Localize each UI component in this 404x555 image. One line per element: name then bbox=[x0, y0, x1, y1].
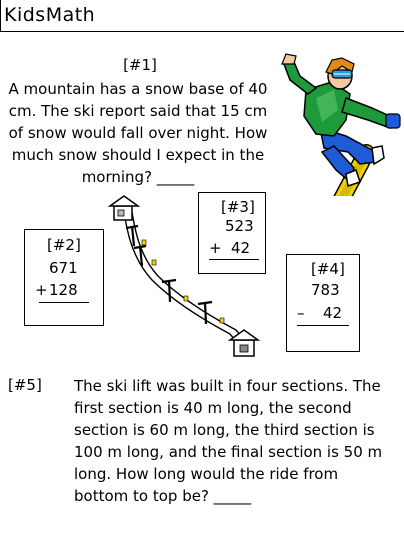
problem-1-text bbox=[0, 78, 276, 188]
problem-2-answer-line bbox=[39, 302, 89, 303]
problem-5-text bbox=[74, 375, 392, 507]
problem-2-label: [#2] bbox=[47, 236, 81, 254]
problem-3-box bbox=[198, 192, 266, 274]
problem-2-top: 671 bbox=[49, 259, 78, 277]
problem-5-line: The ski lift was built in four sections. The bbox=[74, 377, 381, 395]
problem-1-line: much snow should I expect in the bbox=[11, 146, 265, 164]
problem-1-label: [#1] bbox=[123, 56, 157, 74]
problem-1-line: morning? _____ bbox=[81, 168, 195, 186]
problem-4-top: 783 bbox=[311, 281, 340, 299]
problem-5-line: bottom to top be? _____ bbox=[74, 487, 252, 505]
snowboarder-illustration bbox=[276, 50, 404, 196]
problem-5-line: first section is 40 m long, the second bbox=[74, 399, 352, 417]
header-left-border bbox=[0, 0, 1, 32]
problem-4-box bbox=[286, 254, 360, 352]
problem-3-operator: + bbox=[209, 239, 222, 257]
problem-4-label: [#4] bbox=[311, 260, 345, 278]
problem-4-operator: – bbox=[297, 304, 305, 322]
page-header bbox=[0, 0, 404, 32]
problem-5-line: 100 m long, and the final section is 50 m bbox=[74, 443, 383, 461]
problem-1-line: of snow would fall over night. How bbox=[8, 124, 268, 142]
problem-3-bottom: 42 bbox=[231, 239, 251, 257]
problem-2-box bbox=[24, 229, 104, 326]
problem-4-bottom: 42 bbox=[323, 304, 343, 322]
problem-2-bottom: 128 bbox=[49, 281, 78, 299]
site-title: KidsMath bbox=[4, 4, 96, 26]
problem-4-answer-line bbox=[297, 325, 349, 326]
problem-3-label: [#3] bbox=[221, 198, 255, 216]
header-divider bbox=[0, 31, 404, 32]
problem-1-line: A mountain has a snow base of 40 bbox=[8, 80, 268, 98]
problem-2-operator: + bbox=[35, 281, 48, 299]
problem-3-top: 523 bbox=[225, 217, 254, 235]
problem-5-label: [#5] bbox=[8, 376, 42, 394]
problem-3-answer-line bbox=[209, 259, 259, 260]
problem-1-line: cm. The ski report said that 15 cm bbox=[8, 102, 268, 120]
problem-5-line: section is 60 m long, the third section is bbox=[74, 421, 375, 439]
problem-5-line: long. How long would the ride from bbox=[74, 465, 339, 483]
